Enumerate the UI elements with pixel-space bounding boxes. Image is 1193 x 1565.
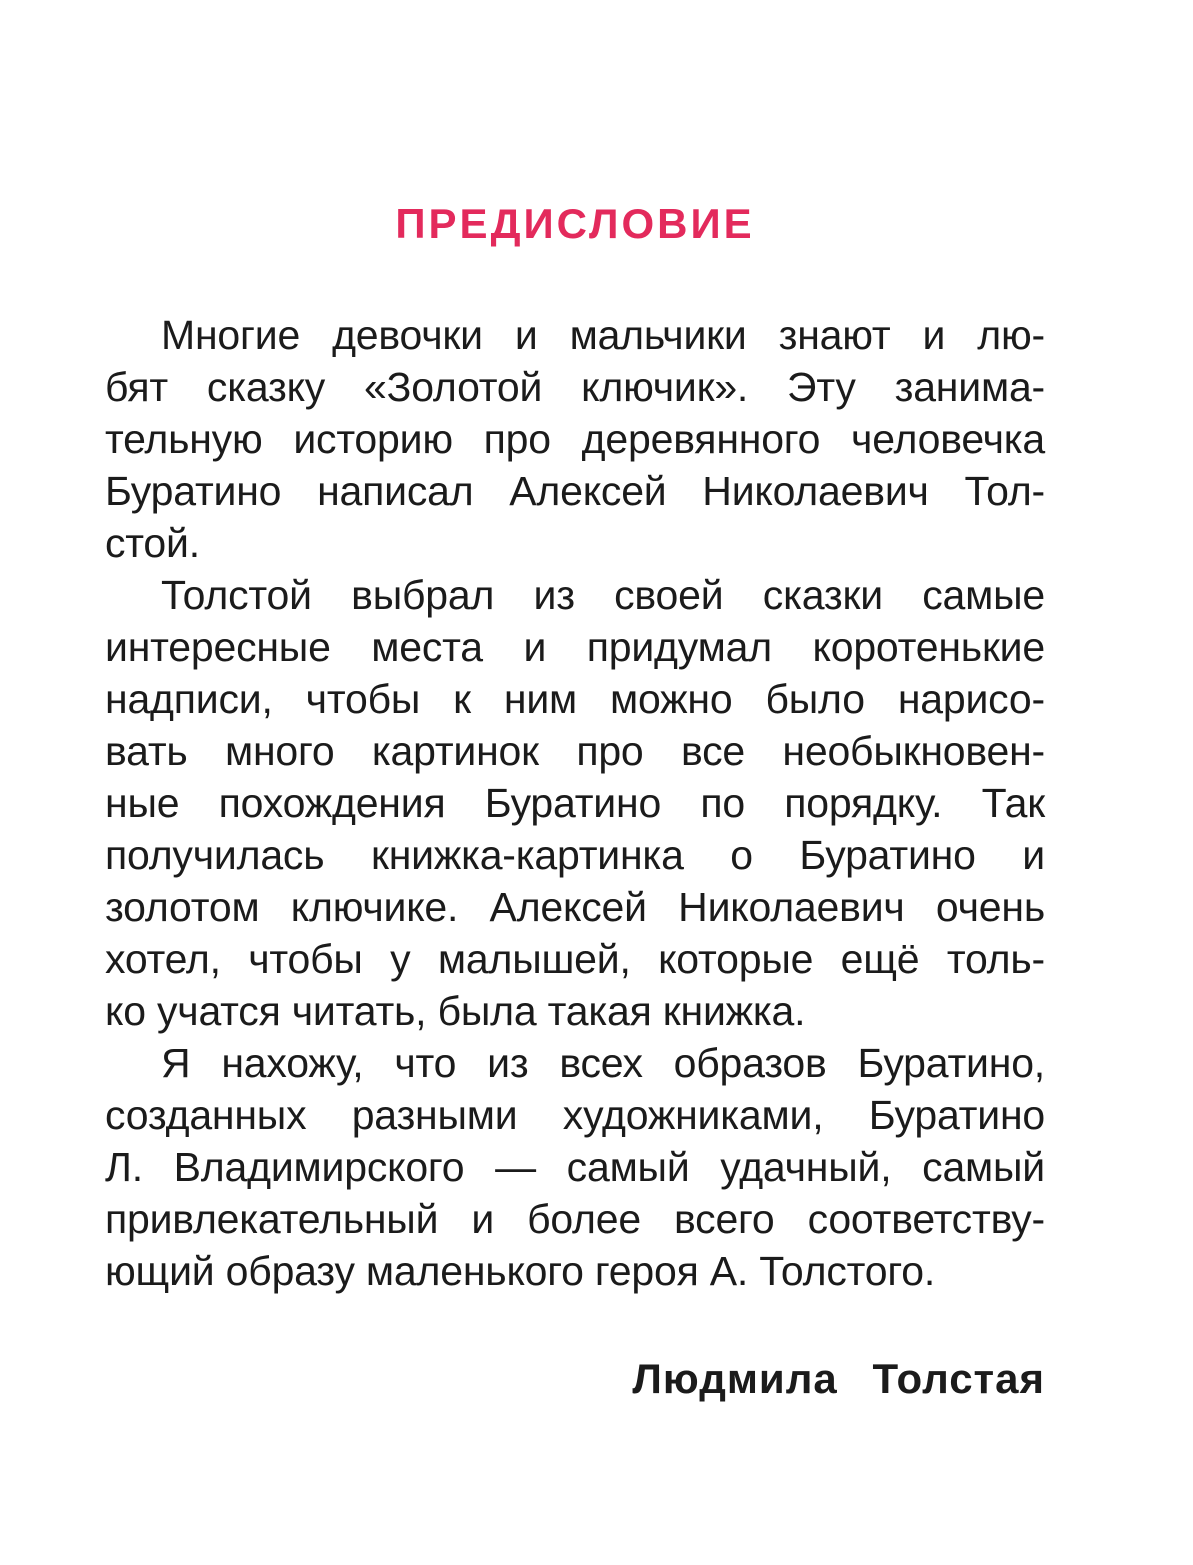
paragraph — [105, 1037, 1045, 1297]
text-line: созданных разными художниками, Буратино — [105, 1092, 1045, 1138]
paragraph — [105, 569, 1045, 1037]
text-line: Буратино написал Алексей Николаевич Тол- — [105, 468, 1045, 514]
text-line: Л. Владимирского — самый удачный, самый — [105, 1144, 1045, 1190]
page-title: ПРЕДИСЛОВИЕ — [395, 200, 755, 247]
text-line: ные похождения Буратино по порядку. Так — [105, 780, 1045, 826]
text-line: золотом ключике. Алексей Николаевич очень — [105, 884, 1045, 930]
text-line: стой. — [105, 520, 200, 566]
text-line: привлекательный и более всего соответству- — [105, 1196, 1045, 1242]
text-line: тельную историю про деревянного человечка — [105, 416, 1045, 462]
text-line: Толстой выбрал из своей сказки самые — [161, 572, 1045, 618]
preface-text — [105, 309, 1045, 1297]
text-line: Многие девочки и мальчики знают и лю- — [161, 312, 1045, 358]
text-line: бят сказку «Золотой ключик». Эту занима- — [105, 364, 1045, 410]
text-line: Я нахожу, что из всех образов Буратино, — [161, 1040, 1045, 1086]
text-line: интересные места и придумал коротенькие — [105, 624, 1045, 670]
text-line: вать много картинок про все необыкновен- — [105, 728, 1045, 774]
author-signature: Людмила Толстая — [632, 1355, 1045, 1402]
paragraph — [105, 309, 1045, 569]
text-line: ко учатся читать, была такая книжка. — [105, 988, 806, 1034]
text-line: надписи, чтобы к ним можно было нарисо- — [105, 676, 1045, 722]
text-line: получилась книжка-картинка о Буратино и — [105, 832, 1045, 878]
text-line: хотел, чтобы у малышей, которые ещё толь- — [105, 936, 1045, 982]
text-line: ющий образу маленького героя А. Толстого. — [105, 1248, 936, 1294]
